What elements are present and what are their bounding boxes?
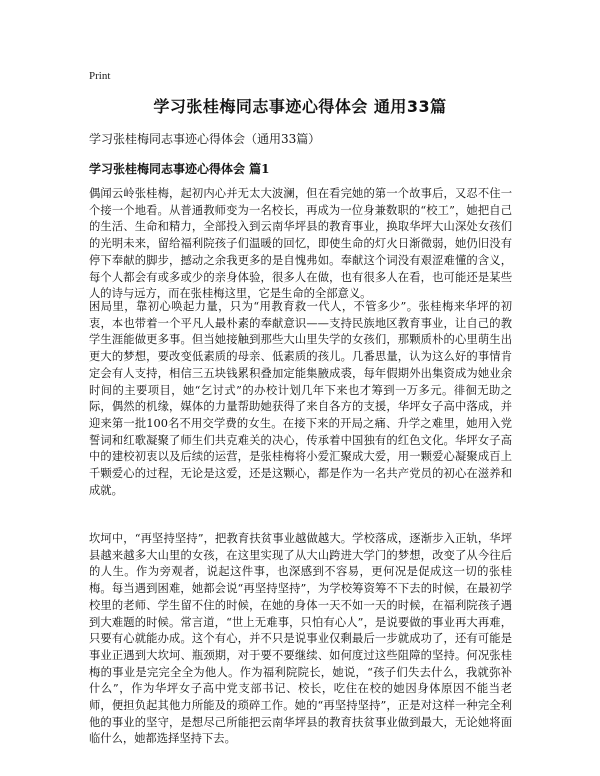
body-paragraph: 偶闻云岭张桂梅，起初内心并无太大波澜，但在看完她的第一个故事后，又忍不住一个接一个地看。从普通教师变为一名校长，再成为一位身兼数职的“校工”，她把自己的生活、生命和精力，全部投入到云南华坪县的教育事业，换取华坪大山深处女孩们的光明未来，留给福利院孩子们温暖的回忆，即使生命的灯火日渐微弱，她仍旧没有停下奉献的脚步，撼动之余我更多的是自愧弗如。奉献这个词没有艰涩难懂的含义，每个人都会有或多或少的亲身体验，很多人在做，也有很多人在看，也可能还是某些人的诗与远方，而在张桂梅这里，它是生命的全部意义。 [89, 187, 512, 301]
section-heading: 学习张桂梅同志事迹心得体会 篇1 [89, 162, 270, 176]
body-paragraph: 坎坷中，“再坚持坚持”，把教育扶贫事业越做越大。学校落成，逐渐步入正轨，华坪县越来越多大山里的女孩，在这里实现了从大山跨进大学门的梦想，改变了从今往后的人生。作为旁观者，说起这件事，也深感到不容易，更何况是促成这一切的张桂梅。每当遇到困难，她都会说“再坚持坚持”，为学校筹资筹不下去的时候，在最初学校里的老师、学生留不住的时候，在她的身体一天不如一天的时候，在福利院孩子遇到大难题的时候。常言道，“世上无难事，只怕有心人”，是说要做的事业再大再难，只要有心就能办成。这个有心，并不只是说事业仅剩最后一步就成功了，还有可能是事业正遇到大坎坷、瓶颈期，对于要不要继续、如何度过这些阻障的坚持。何况张桂梅的事业是完完全全为他人。作为福利院院长，她说，“孩子们失去什么，我就弥补什么”，作为华坪女子高中党支部书记、校长，吃住在校的她因身体原因不能当老师，便担负起其他力所能及的琐碎工作。她的“再坚持坚持”，正是对这样一种完全利他的事业的坚守，是想尽己所能把云南华坪县的教育扶贫事业做到最大，无论她将面临什么，她都选择坚持下去。 [89, 532, 512, 746]
print-link[interactable]: Print [89, 70, 111, 82]
body-paragraph: 困局里，靠初心唤起力量，只为“用教育救一代人，不管多少”。张桂梅来华坪的初衷，本也带着一个平凡人最朴素的奉献意识——支持民族地区教育事业，让自己的教学生涯能做更多事。但当她接触到那些大山里失学的女孩们，那颗质朴的心里萌生出更大的梦想，要改变低素质的母亲、低素质的孩儿。几番思量，认为这么好的事情肯定会有人支持，相信三五块钱累积叠加定能集腋成裘，每年假期外出集资成为她业余时间的主要项目，她“乞讨式”的办校计划几年下来也才筹到一万多元。徘徊无助之际，偶然的机缘，媒体的力量帮助她获得了来自各方的支援，华坪女子高中落成，并迎来第一批100名不用交学费的女生。在接下来的开局之痛、升学之难里，她用入党誓词和红歌凝聚了师生们共克难关的决心，传承着中国独有的红色文化。华坪女子高中的建校初衷以及后续的运营，是张桂梅将小爱汇聚成大爱，用一颗爱心凝聚成百上千颗爱心的过程，无论是这爱，还是这颗心，都是作为一名共产党员的初心在滋养和成就。 [89, 300, 512, 497]
page-title: 学习张桂梅同志事迹心得体会 通用33篇 [153, 97, 447, 116]
document-subtitle: 学习张桂梅同志事迹心得体会（通用33篇） [89, 132, 321, 146]
